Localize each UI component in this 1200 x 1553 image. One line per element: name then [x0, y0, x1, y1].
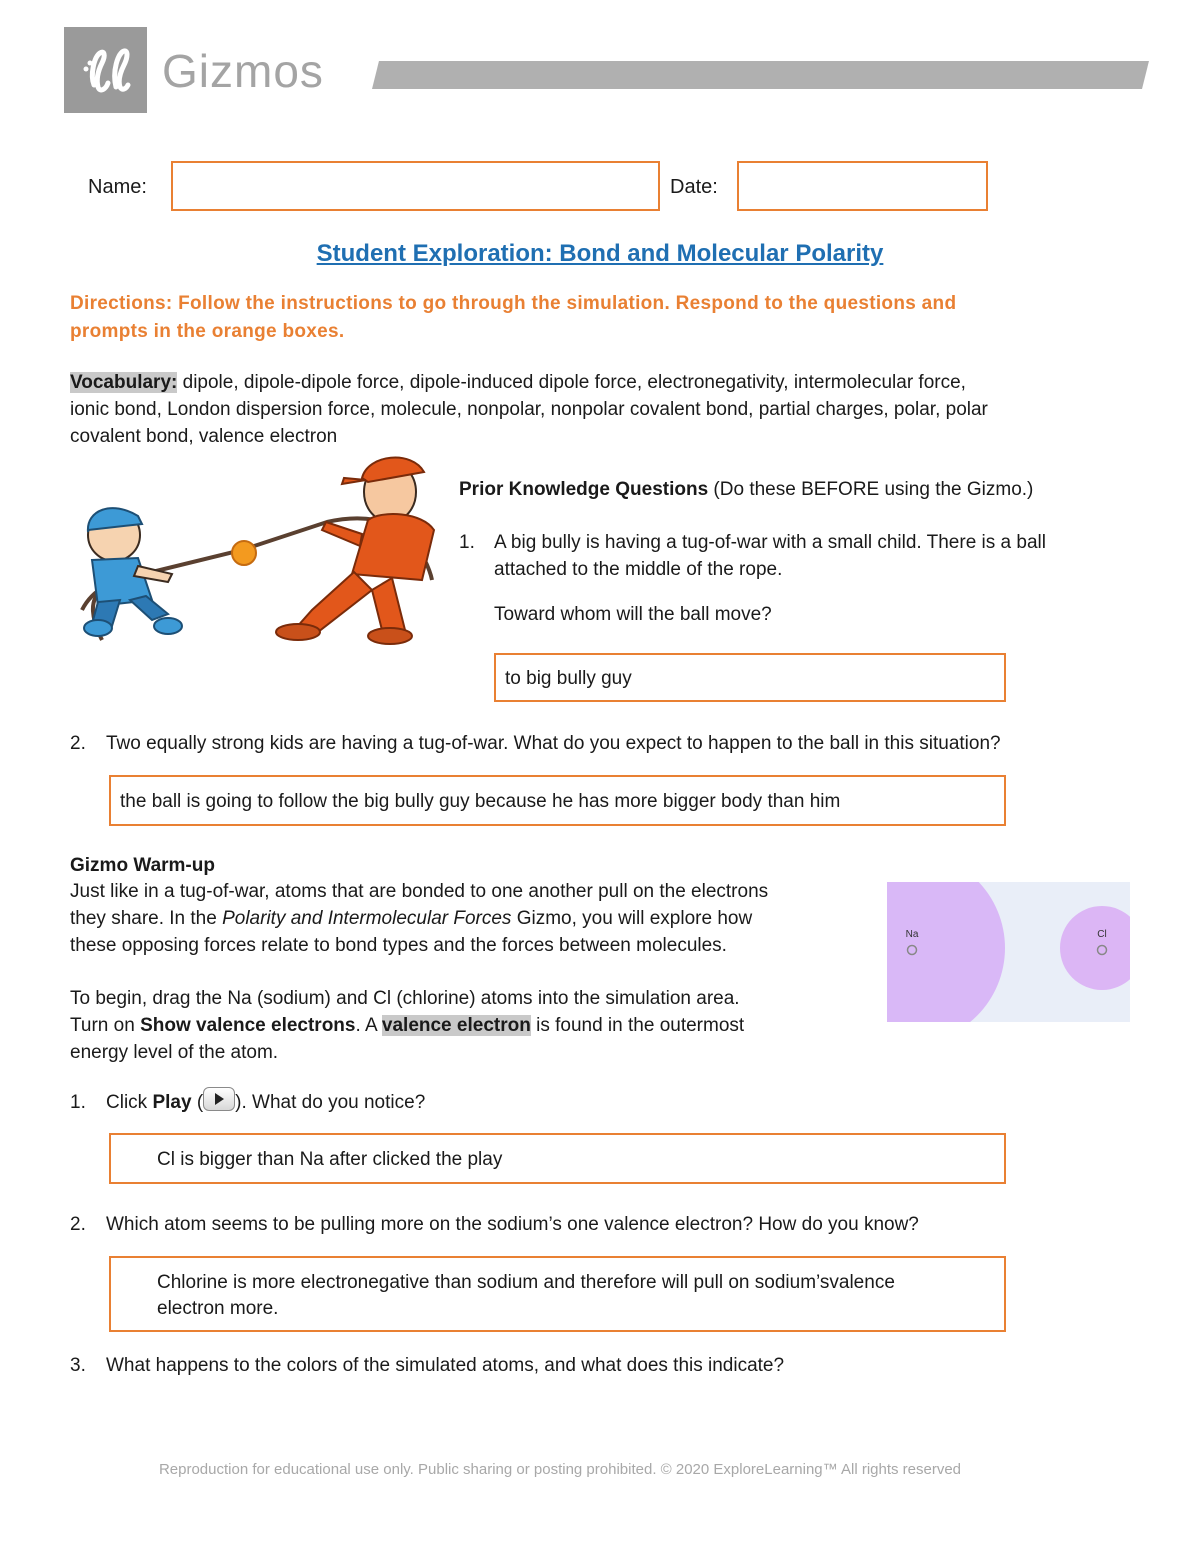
explorelearning-logo-icon	[64, 27, 147, 113]
wu-q1-text-b: (	[191, 1092, 204, 1113]
wu-q1-text-a: Click	[106, 1092, 153, 1113]
warmup-heading: Gizmo Warm-up	[70, 855, 215, 876]
pk-q1-prompt: Toward whom will the ball move?	[494, 604, 772, 625]
wu-q3-number: 3.	[70, 1355, 86, 1376]
warmup-p1-line-2a: they share. In the	[70, 908, 223, 929]
pk-q1-line-2: attached to the middle of the rope.	[494, 559, 783, 580]
wu-q1-number: 1.	[70, 1092, 86, 1113]
prior-knowledge-heading	[459, 476, 1033, 503]
pk-q2-answer-box[interactable]: the ball is going to follow the big bully guy because he has more bigger body than him	[109, 775, 1006, 826]
wu-q1-text-c: ). What do you notice?	[235, 1092, 426, 1113]
vocabulary-line-1: dipole, dipole-dipole force, dipole-induced dipole force, electronegativity, intermolecular force,	[177, 372, 966, 393]
vocabulary-line-2: ionic bond, London dispersion force, molecule, nonpolar, nonpolar covalent bond, partial charges, polar, polar	[70, 399, 988, 420]
gizmo-name: Polarity and Intermolecular Forces	[222, 908, 512, 929]
wu-q2-answer-box[interactable]	[109, 1256, 1006, 1332]
brand-name: Gizmos	[162, 45, 324, 97]
warmup-p2-line-2a: Turn on	[70, 1015, 141, 1036]
pk-q1-text	[494, 529, 1144, 583]
warmup-paragraph-1	[70, 878, 870, 959]
pk-q2-number: 2.	[70, 733, 86, 754]
warmup-p2-line-3: energy level of the atom.	[70, 1042, 279, 1063]
play-icon	[203, 1087, 235, 1111]
vocabulary-label: Vocabulary:	[70, 372, 178, 393]
prior-knowledge-title: Prior Knowledge Questions	[459, 479, 709, 500]
prior-knowledge-note: (Do these BEFORE using the Gizmo.)	[708, 479, 1034, 500]
wu-q3-text: What happens to the colors of the simulated atoms, and what does this indicate?	[106, 1355, 785, 1376]
directions-line-1: Directions: Follow the instructions to go through the simulation. Respond to the questions and	[70, 293, 957, 314]
warmup-p1-line-1: Just like in a tug-of-war, atoms that are bonded to one another pull on the electrons	[70, 881, 769, 902]
show-valence-electrons-term: Show valence electrons	[140, 1015, 356, 1036]
pk-q1-number: 1.	[459, 532, 475, 553]
directions-line-2: prompts in the orange boxes.	[70, 321, 345, 342]
wu-q1-answer-box[interactable]: Cl is bigger than Na after clicked the play	[109, 1133, 1006, 1184]
date-label: Date:	[670, 176, 718, 198]
warmup-p1-line-3: these opposing forces relate to bond types and the forces between molecules.	[70, 935, 727, 956]
na-label: Na	[905, 929, 919, 940]
warmup-p2-line-1: To begin, drag the Na (sodium) and Cl (chlorine) atoms into the simulation area.	[70, 988, 740, 1009]
pk-q2-text: Two equally strong kids are having a tug-of-war. What do you expect to happen to the ball in this situation?	[106, 733, 1001, 754]
warmup-p2-line-2c: is found in the outermost	[530, 1015, 745, 1036]
wu-q2-text: Which atom seems to be pulling more on the sodium’s one valence electron? How do you know?	[106, 1214, 919, 1235]
wu-q2-answer-line-1: Chlorine is more electronegative than sodium and therefore will pull on sodium’svalence	[157, 1272, 895, 1293]
warmup-p1-line-2b: Gizmo, you will explore how	[511, 908, 753, 929]
play-term: Play	[152, 1092, 192, 1113]
name-label: Name:	[88, 176, 147, 198]
na-atom	[887, 882, 1005, 1022]
page-title: Student Exploration: Bond and Molecular Polarity	[316, 240, 884, 267]
tug-of-war-illustration	[72, 450, 442, 650]
wu-q1-text	[106, 1087, 806, 1116]
pk-q1-line-1: A big bully is having a tug-of-war with a small child. There is a ball	[494, 532, 1046, 553]
valence-electron-term: valence electron	[381, 1015, 531, 1036]
warmup-paragraph-2	[70, 985, 870, 1066]
vocabulary-line-3: covalent bond, valence electron	[70, 426, 338, 447]
name-field[interactable]	[171, 161, 660, 211]
footer-copyright: Reproduction for educational use only. Public sharing or posting prohibited. © 2020 ExploreLearning™ All rights reserved	[158, 1461, 962, 1478]
warmup-p2-line-2b: . A	[355, 1015, 382, 1036]
header-bar	[372, 61, 1149, 89]
logo-badge	[64, 27, 147, 113]
directions	[70, 290, 1130, 346]
pk-q1-answer-box[interactable]: to big bully guy	[494, 653, 1006, 702]
date-field[interactable]	[737, 161, 988, 211]
wu-q2-answer-line-2: electron more.	[157, 1298, 279, 1319]
simulation-snapshot	[887, 882, 1130, 1022]
cl-label: Cl	[1097, 929, 1107, 940]
wu-q2-number: 2.	[70, 1214, 86, 1235]
vocabulary	[70, 369, 1140, 450]
